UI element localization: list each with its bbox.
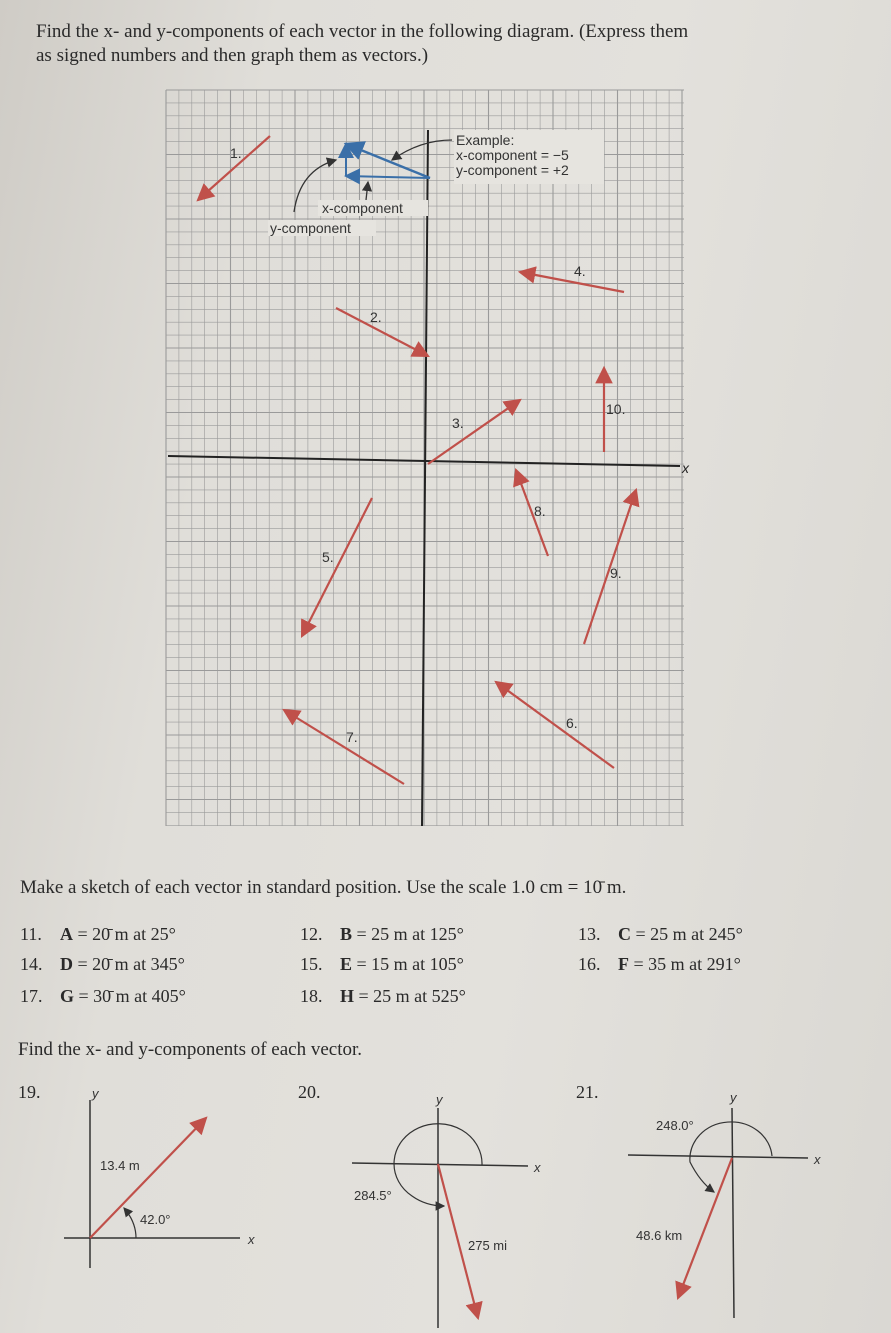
sketch-instruction: Make a sketch of each vector in standard position. Use the scale 1.0 cm = 10̄ m.: [20, 877, 627, 898]
problem-14: [20, 954, 185, 975]
problem-18: [300, 986, 466, 1007]
vector-label-5: 5.: [322, 549, 334, 565]
example-pointer: [392, 140, 452, 160]
x-component-pointer: [366, 182, 368, 200]
vector-name: C: [618, 924, 631, 944]
instruction-line-1: Find the x- and y-components of each vector in the following diagram. (Express them: [36, 21, 689, 42]
example-vector: [346, 144, 430, 178]
vector-label-1: 1.: [230, 145, 242, 161]
components-instruction: Find the x- and y-components of each vector.: [18, 1039, 363, 1060]
fig20-x-label: x: [534, 1160, 541, 1175]
vector-label-6: 6.: [566, 715, 578, 731]
fig20-x-axis: [352, 1163, 528, 1166]
problem-number: 16.: [578, 954, 601, 974]
vector-spec: = 25 m at 125°: [356, 924, 464, 944]
instruction-line-2: as signed numbers and then graph them as vectors.): [36, 45, 429, 66]
figure-19: [64, 1086, 255, 1268]
vector-label-4: 4.: [574, 263, 586, 279]
y-component-label: y-component: [270, 220, 351, 236]
fig20-angle: 284.5°: [354, 1188, 392, 1203]
vector-name: D: [60, 954, 73, 974]
fig21-magnitude: 48.6 km: [636, 1228, 683, 1243]
vector-name: B: [340, 924, 353, 944]
figure-21: [628, 1090, 821, 1318]
vector-4: [520, 272, 624, 292]
example-y-component: y-component = +2: [456, 162, 569, 178]
fig21-x-axis: [628, 1155, 808, 1158]
problem-number: 14.: [20, 954, 43, 974]
fig19-x-label: x: [248, 1232, 255, 1247]
problem-12: [300, 924, 464, 945]
problem-16: [578, 954, 741, 975]
problem-number: 15.: [300, 954, 323, 974]
problem-number: 11.: [20, 924, 42, 944]
vector-spec: = 15 m at 105°: [356, 954, 464, 974]
vector-label-2: 2.: [370, 309, 382, 325]
fig21-angle: 248.0°: [656, 1118, 694, 1133]
vector-name: H: [340, 986, 355, 1006]
problem-number: 17.: [20, 986, 43, 1006]
vector-label-8: 8.: [534, 503, 546, 519]
vector-7: [284, 710, 404, 784]
vector-3: [428, 400, 520, 464]
vector-spec: = 30̄ m at 405°: [78, 986, 186, 1006]
vector-spec: = 25 m at 245°: [635, 924, 743, 944]
vector-name: A: [60, 924, 73, 944]
problem-11: [20, 924, 176, 945]
vector-label-10: 10.: [606, 401, 626, 417]
problem-17: [20, 986, 186, 1007]
fig21-y-axis: [732, 1108, 734, 1318]
problem-20-number: 20.: [298, 1082, 321, 1102]
vector-label-7: 7.: [346, 729, 358, 745]
vector-2: [336, 308, 428, 356]
vector-spec: = 35 m at 291°: [633, 954, 741, 974]
fig19-magnitude: 13.4 m: [100, 1158, 140, 1173]
fig19-angle: 42.0°: [140, 1212, 171, 1227]
problem-number: 13.: [578, 924, 601, 944]
fig21-x-label: x: [814, 1152, 821, 1167]
fig20-y-label: y: [436, 1092, 443, 1107]
problem-number: 18.: [300, 986, 323, 1006]
vector-spec: = 25 m at 525°: [358, 986, 466, 1006]
vector-label-3: 3.: [452, 415, 464, 431]
problem-15: [300, 954, 464, 975]
vector-label-9: 9.: [610, 565, 622, 581]
fig20-magnitude: 275 mi: [468, 1238, 508, 1253]
problem-number: 12.: [300, 924, 323, 944]
example-x-component: [346, 176, 430, 178]
vector-spec: = 20̄ m at 25°: [77, 924, 176, 944]
vector-spec: = 20̄ m at 345°: [77, 954, 185, 974]
fig19-angle-arc: [124, 1208, 136, 1238]
vector-6: [496, 682, 614, 768]
problem-21-number: 21.: [576, 1082, 599, 1102]
x-component-label: x-component: [322, 200, 403, 216]
example-x-component: x-component = −5: [456, 147, 569, 163]
vector-name: F: [618, 954, 629, 974]
y-axis: [422, 130, 428, 826]
figure-20: [352, 1092, 541, 1328]
problem-13: [578, 924, 743, 945]
vector-name: E: [340, 954, 353, 974]
problem-19-number: 19.: [18, 1082, 41, 1102]
example-title: Example:: [456, 132, 515, 148]
fig21-y-label: y: [730, 1090, 737, 1105]
fig21-vector: [678, 1158, 732, 1298]
vector-name: G: [60, 986, 75, 1006]
x-axis-label: x: [682, 460, 689, 476]
fig19-y-label: y: [92, 1086, 99, 1101]
